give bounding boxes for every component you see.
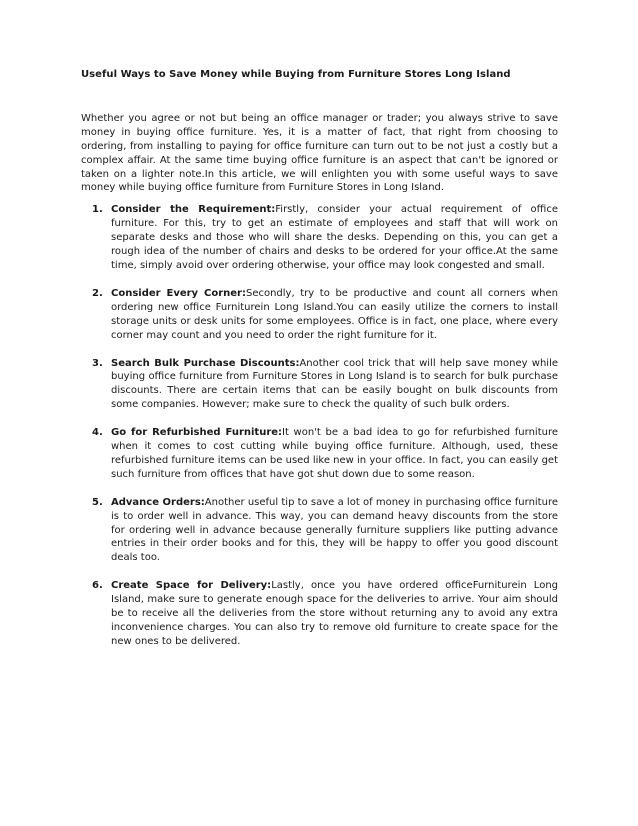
list-item-text: Another useful tip to save a lot of money in purchasing office furniture is to order well in advance. This way, you can demand heavy discounts from the store for ordering well in advance because generally furniture suppliers like putting advance entries in their order books and for this, they will be happy to offer you good discount deals too. bbox=[111, 496, 558, 564]
list-item-text: Lastly, once you have ordered officeFurniturein Long Island, make sure to generate enough space for the deliveries to arrive. Your aim should be to receive all the deliveries from the store without returning any to avoid any extra inconvenience charges. You can also try to remove old furniture to create space for the new ones to be delivered. bbox=[111, 580, 559, 647]
list-item-heading: Search Bulk Purchase Discounts: bbox=[111, 357, 300, 369]
list-item-number: 5. bbox=[92, 496, 103, 508]
list-item-number: 2. bbox=[92, 287, 103, 299]
list-item-number: 4. bbox=[92, 427, 103, 439]
list-item bbox=[81, 579, 558, 649]
list-item-heading: Go for Refurbished Furniture: bbox=[111, 427, 283, 439]
list-item-number: 6. bbox=[92, 580, 103, 592]
list-item-text: Firstly, consider your actual requirement of office furniture. For this, try to get an estimate of employees and staff that will work on separate desks and those who will share the desks. Depending on this, you can get a rough idea of the number of chairs and desks to be ordered for your office.At the same time, simply avoid over ordering otherwise, your office may look congested and small. bbox=[111, 204, 558, 271]
document-title: Useful Ways to Save Money while Buying from Furniture Stores Long Island bbox=[81, 69, 511, 80]
list-item-heading: Advance Orders: bbox=[111, 496, 205, 508]
list-item-text: Another cool trick that will help save money while buying office furniture from Furniture Stores in Long Island is to search for bulk purchase discounts. There are certain items that can be easily bought on bulk discounts from some companies. However; make sure to check the quality of such bulk orders. bbox=[111, 357, 558, 411]
list-item bbox=[81, 287, 558, 343]
list-item bbox=[81, 426, 558, 482]
list-item-heading: Consider the Requirement: bbox=[111, 204, 276, 216]
tips-list bbox=[81, 203, 558, 648]
list-item-number: 1. bbox=[92, 204, 103, 216]
list-item-text: It won't be a bad idea to go for refurbished furniture when it comes to cost cutting while buying office furniture. Although, used, these refurbished furniture items can be used like new in your office. In fact, you can easily get such furniture from offices that have got shut down due to some reason. bbox=[111, 427, 558, 480]
document-page bbox=[81, 68, 558, 649]
list-item bbox=[81, 203, 558, 273]
list-item bbox=[81, 357, 558, 413]
list-item-number: 3. bbox=[92, 357, 103, 369]
intro-paragraph: Whether you agree or not but being an office manager or trader; you always strive to save money in buying office furniture. Yes, it is a matter of fact, that right from choosing to ordering, from installing to paying for office furniture can turn out to be not just a costly but a complex affair. At the same time buying office furniture is an aspect that can't be ignored or taken on a lighter note.In this article, we will enlighten you with some useful ways to save money while buying office furniture from Furniture Stores in Long Island. bbox=[81, 112, 558, 194]
list-item bbox=[81, 496, 558, 566]
list-item-text: Secondly, try to be productive and count all corners when ordering new office Furniturein Long Island.You can easily utilize the corners to install storage units or desk units for some employees. Office is in fact, one place, where every corner may count and you need to order the right furniture for it. bbox=[111, 287, 558, 341]
list-item-heading: Create Space for Delivery: bbox=[111, 580, 272, 592]
list-item-heading: Consider Every Corner: bbox=[111, 287, 246, 299]
